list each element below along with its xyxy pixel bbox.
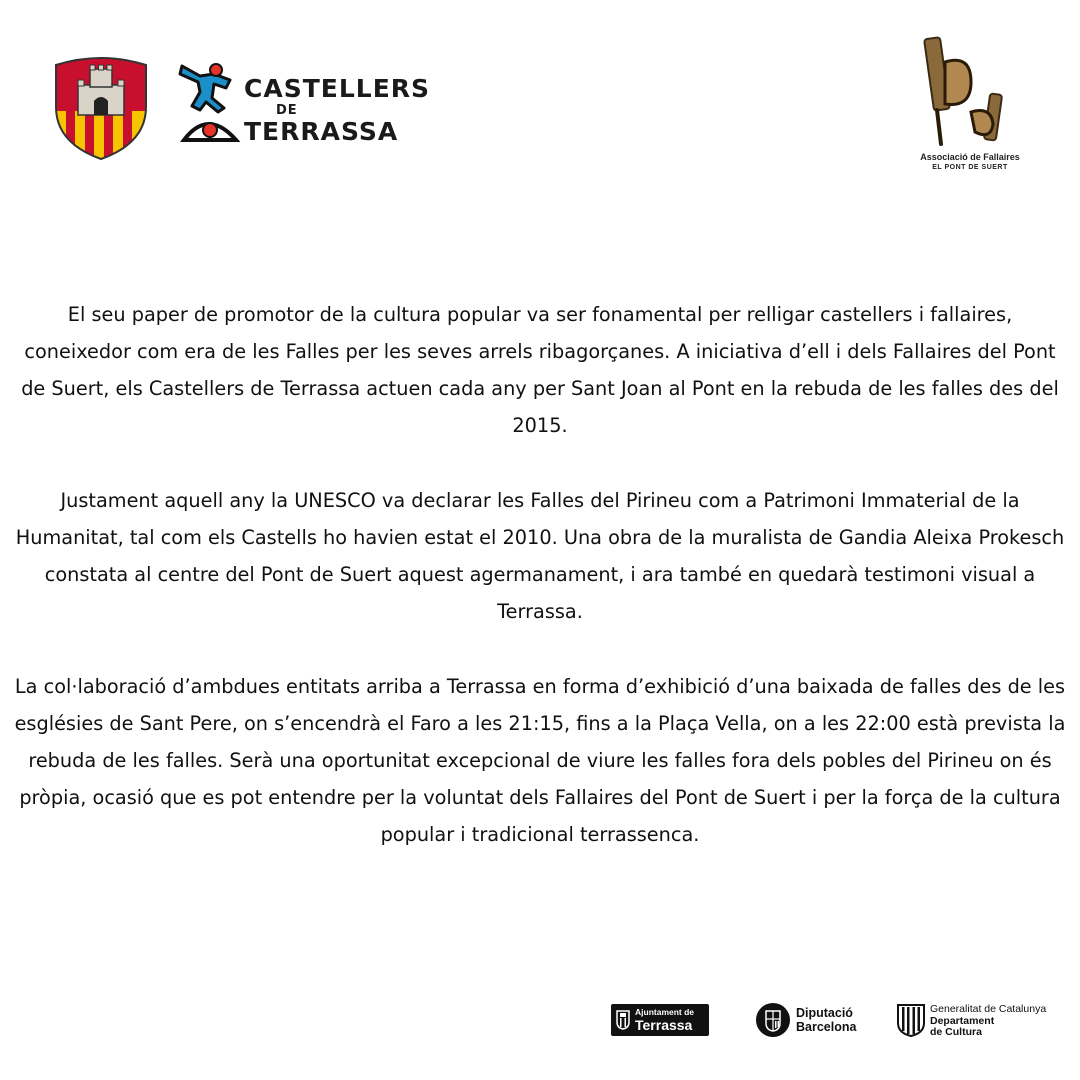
generalitat-cultura-logo <box>896 1001 1056 1039</box>
diputacio-barcelona-logo <box>756 1001 866 1037</box>
terrassa-coat-of-arms-icon <box>52 55 150 161</box>
ajuntament-label-line1: Ajuntament de <box>635 1007 695 1017</box>
ajuntament-label-line2: Terrassa <box>635 1017 693 1033</box>
ajuntament-crest-icon <box>616 1010 630 1030</box>
diputacio-emblem-icon <box>756 1003 790 1037</box>
castellers-de-terrassa-logo <box>178 62 431 152</box>
generalitat-emblem-icon <box>896 1003 926 1037</box>
paragraph-1-text: El seu paper de promotor de la cultura popular va ser fonamental per relligar castellers i fallaires, coneixedor com era de les Falles per les seves arrels ribagorçanes. A iniciativa d’ell i dels Fallaires del Pont de Suert, els Castellers de Terrassa actuen cada any per Sant Joan al Pont en la rebuda de les falles des del 2015. <box>21 303 1059 437</box>
castellers-logo-line3: TERRASSA <box>244 117 399 146</box>
paragraph-1 <box>14 296 1066 444</box>
fallaires-emblem-icon <box>915 32 1025 150</box>
casteller-figure-icon <box>178 62 244 152</box>
generalitat-label-line3: de Cultura <box>930 1026 982 1038</box>
diputacio-label-line2: Barcelona <box>796 1020 857 1034</box>
diputacio-label-line1: Diputació <box>796 1006 853 1020</box>
paragraph-2-text: Justament aquell any la UNESCO va declarar les Falles del Pirineu com a Patrimoni Immaterial de la Humanitat, tal com els Castells ho havien estat el 2010. Una obra de la muralista de Gandia Aleixa Prokesch constata al centre del Pont de Suert aquest agermanament, i ara també en quedarà testimoni visual a Terrassa. <box>15 489 1065 623</box>
paragraph-3 <box>14 668 1066 853</box>
fallaires-logo-line2: EL PONT DE SUERT <box>932 164 1008 171</box>
castellers-logo-line1: CASTELLERS <box>244 74 431 103</box>
castellers-logo-line2: DE <box>276 103 298 118</box>
ajuntament-terrassa-logo <box>611 1004 709 1036</box>
generalitat-label-line2: Departament <box>930 1015 995 1027</box>
paragraph-3-text: La col·laboració d’ambdues entitats arriba a Terrassa en forma d’exhibició d’una baixada de falles des de les esglésies de Sant Pere, on s’encendrà el Faro a les 21:15, fins a la Plaça Vella, on a les 22:00 està prevista la rebuda de les falles. Serà una oportunitat excepcional de viure les falles fora dels pobles del Pirineu on és pròpia, ocasió que es pot entendre per la voluntat dels Fallaires del Pont de Suert i per la força de la cultura popular i tradicional terrassenca. <box>14 675 1066 846</box>
paragraph-2 <box>14 482 1066 630</box>
fallaires-logo-line1: Associació de Fallaires <box>920 152 1020 162</box>
generalitat-label-line1: Generalitat de Catalunya <box>930 1003 1047 1015</box>
fallaires-pont-de-suert-logo <box>915 32 1025 177</box>
